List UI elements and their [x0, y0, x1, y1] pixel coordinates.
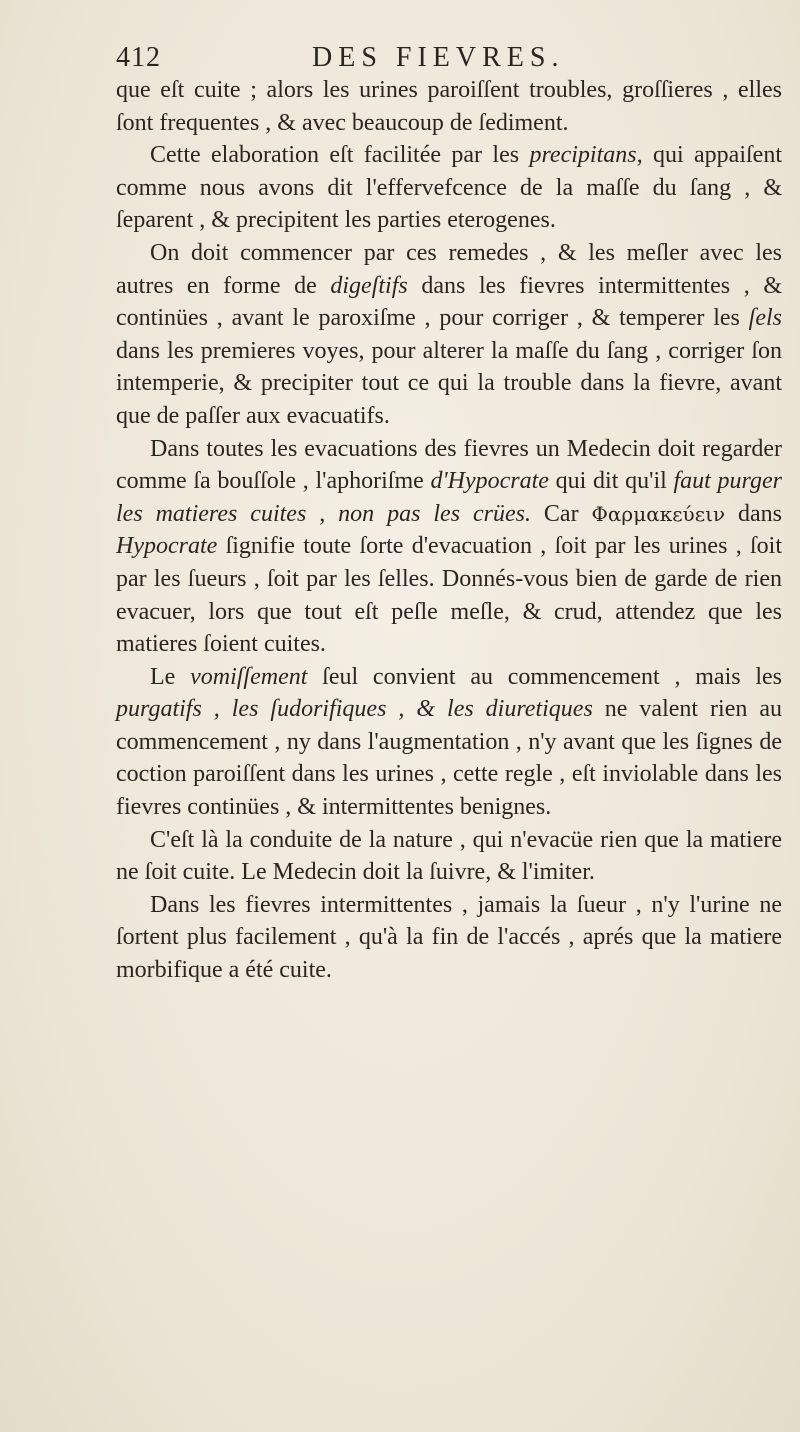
body-text [116, 74, 782, 987]
running-title: DES FIEVRES. [312, 42, 565, 73]
text-run: ne valent rien au commencement , ny dans l'augmentation , n'y avant que les ſignes de coction paroiſſent dans les urines , cette regle , eſt inviolable dans les fievres continües , & intermittentes benignes. [116, 696, 782, 821]
text-run: dans les fievres intermittentes , & continües , avant le paroxiſme , pour corriger , & temperer les [116, 272, 782, 332]
text-run: Cette elaboration eſt facilitée par les [150, 142, 530, 169]
italic-text: d'Hypocrate [430, 468, 549, 495]
italic-text: purgatifs , les ſudorifiques , & les diuretiques [116, 696, 593, 723]
text-run: qui appaiſent comme nous avons dit l'effervefcence de la maſſe du ſang , & ſeparent , & precipitent les parties eterogenes. [116, 142, 782, 234]
paragraph [116, 237, 782, 433]
text-run: que eſt cuite ; alors les urines paroiſſent troubles, groſſieres , elles ſont frequentes , & avec beaucoup de ſediment. [116, 77, 782, 136]
paragraph [116, 889, 782, 987]
italic-text: Hypocrate [116, 533, 218, 560]
italic-text: vomiſſement [190, 663, 308, 690]
paragraph [116, 433, 782, 661]
paragraph [116, 74, 782, 139]
paragraph [116, 661, 782, 824]
italic-text: ſels [748, 305, 782, 332]
italic-text: precipitans, [529, 142, 643, 169]
text-run: ſignifie toute ſorte d'evacuation , ſoit par les urines , ſoit par les ſueurs , ſoit par les ſelles. Donnés-vous bien de garde de rien evacuer, lors que tout eſt peſle meſle, & crud, attendez que les matieres ſoient cuites. [116, 533, 782, 658]
paragraph [116, 824, 782, 889]
text-run: qui dit qu'il [548, 468, 674, 495]
text-run: Le [150, 663, 191, 690]
text-run: C'eſt là la conduite de la nature , qui n'evacüe rien que la matiere ne ſoit cuite. Le Medecin doit la ſuivre, & l'imiter. [116, 826, 782, 886]
greek-word: Φαρμακεύειν [591, 501, 726, 526]
text-run: On doit commencer par ces remedes , & les meſler avec les autres en forme de [116, 239, 782, 299]
italic-text: digeſtifs [330, 272, 408, 299]
text-run: Dans toutes les evacuations des fievres un Medecin doit regarder comme ſa bouſſole , l'aphoriſme [116, 435, 782, 495]
page-number: 412 [116, 42, 161, 73]
text-run: Dans les fievres intermittentes , jamais la ſueur , n'y l'urine ne ſortent plus facilement , qu'à la fin de l'accés , aprés que la matiere morbifique a été cuite. [116, 891, 782, 984]
text-run: Car [530, 500, 592, 527]
text-run: dans les premieres voyes, pour alterer la maſſe du ſang , corriger ſon intemperie, & precipiter tout ce qui la trouble dans la fievre, avant que de paſſer aux evacuatifs. [116, 337, 782, 429]
text-run: ſeul convient au commencement , mais les [307, 663, 783, 690]
paragraph [116, 139, 782, 237]
text-run: dans [725, 500, 783, 527]
italic-text: faut purger les matieres cuites , non pas les crües. [116, 468, 782, 527]
page-header [116, 42, 716, 78]
